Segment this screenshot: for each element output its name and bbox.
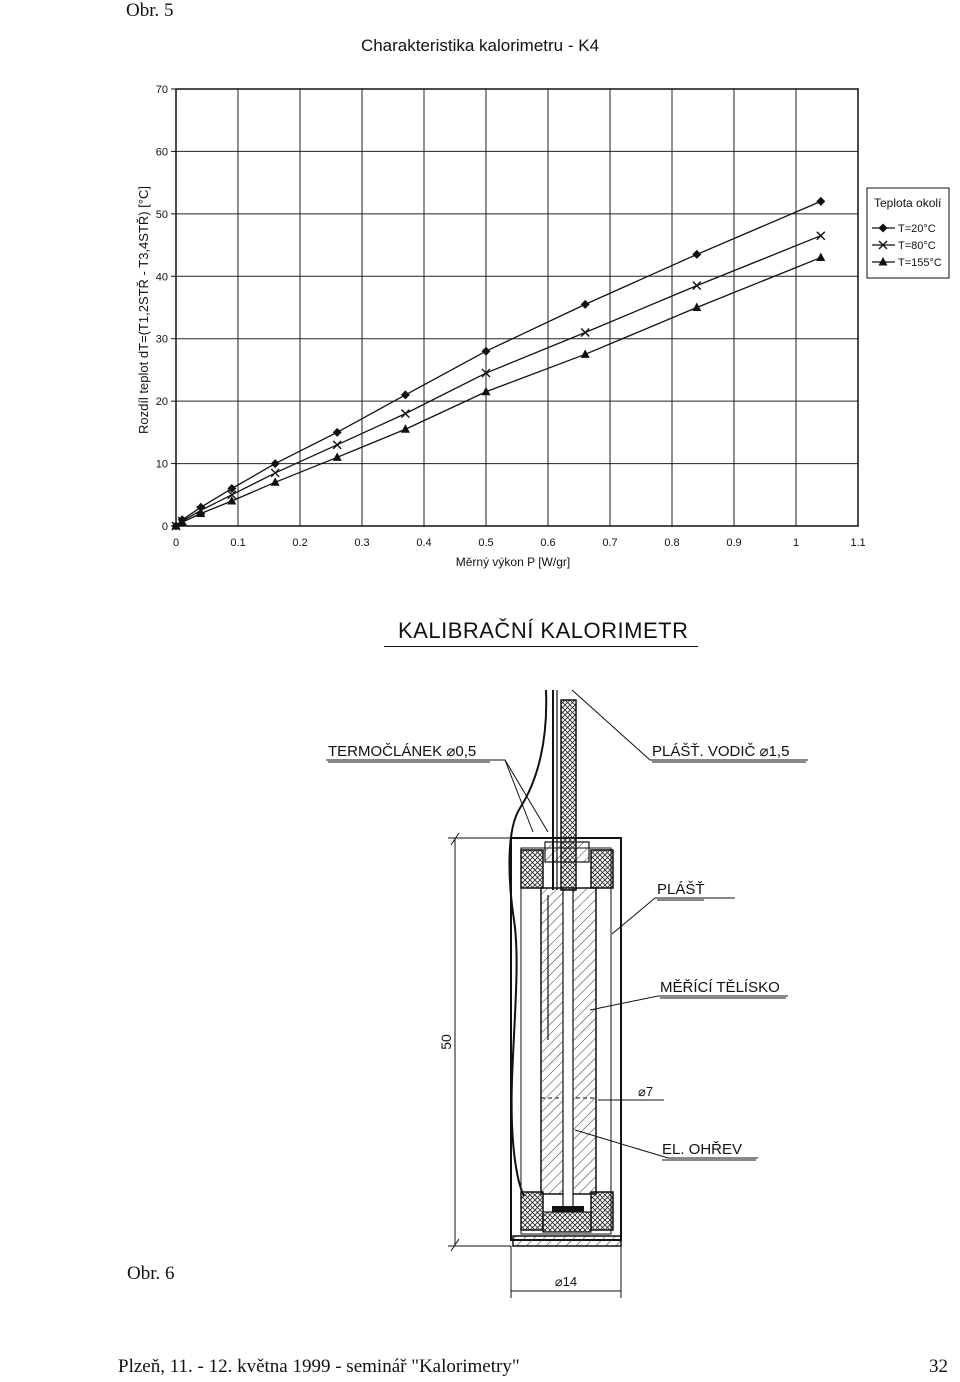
dimension-height [448, 833, 511, 1251]
y-tick-label: 60 [155, 146, 168, 159]
x-axis-label: Měrný výkon P [W/gr] [455, 555, 571, 569]
x-tick-label: 1.1 [850, 537, 866, 549]
page-number: 32 [929, 1356, 948, 1377]
y-tick-label: 30 [155, 333, 168, 346]
x-tick-label: 0.3 [354, 537, 370, 549]
diameter-7-label: ⌀7 [638, 1084, 654, 1099]
y-tick-label: 70 [155, 84, 168, 96]
height-50-label: 50 [438, 1034, 454, 1050]
sheath-label: PLÁŠŤ [657, 881, 705, 898]
y-tick-label: 0 [161, 521, 168, 533]
y-tick-label: 40 [155, 271, 168, 284]
x-tick-label: 0.8 [664, 537, 680, 549]
legend-entry: T=155°C [898, 257, 942, 269]
y-tick-label: 50 [155, 208, 168, 221]
diameter-14-label: ⌀14 [554, 1274, 578, 1289]
figure-6-label: Obr. 6 [127, 1263, 175, 1284]
figure-5-label: Obr. 5 [126, 0, 174, 21]
legend-entry: T=80°C [898, 240, 936, 252]
sheath-conductor-label: PLÁŠŤ. VODIČ ⌀1,5 [652, 743, 790, 760]
y-tick-label: 20 [155, 396, 168, 409]
heater-label: EL. OHŘEV [662, 1141, 743, 1158]
thermocouple-label: TERMOČLÁNEK ⌀0,5 [328, 743, 477, 760]
x-tick-label: 0 [172, 537, 180, 549]
x-tick-label: 0.7 [602, 537, 618, 549]
drawing-title: KALIBRAČNÍ KALORIMETR [384, 618, 698, 647]
sheathed-conductor [553, 690, 576, 890]
legend-entry: T=20°C [898, 223, 936, 235]
y-axis-label: Rozdíl teplot dT=(T1,2STŘ - T3,4STŘ) [°C] [136, 185, 151, 435]
x-tick-label: 0.2 [292, 537, 308, 549]
x-tick-label: 0.1 [230, 537, 246, 549]
chart-title: Charakteristika kalorimetru - K4 [360, 36, 600, 55]
footer-text: Plzeň, 11. - 12. května 1999 - seminář "Kalorimetry" [118, 1356, 520, 1377]
measuring-body-label: MĚŘÍCÍ TĚLÍSKO [660, 979, 780, 996]
x-tick-label: 0.6 [540, 537, 556, 549]
x-tick-label: 1 [792, 537, 800, 549]
y-tick-label: 10 [155, 458, 168, 471]
legend-title: Teplota okolí [874, 196, 942, 210]
x-tick-label: 0.5 [478, 537, 494, 549]
x-tick-label: 0.9 [726, 537, 742, 549]
x-tick-label: 0.4 [416, 537, 432, 549]
dimension-width [511, 1246, 621, 1298]
